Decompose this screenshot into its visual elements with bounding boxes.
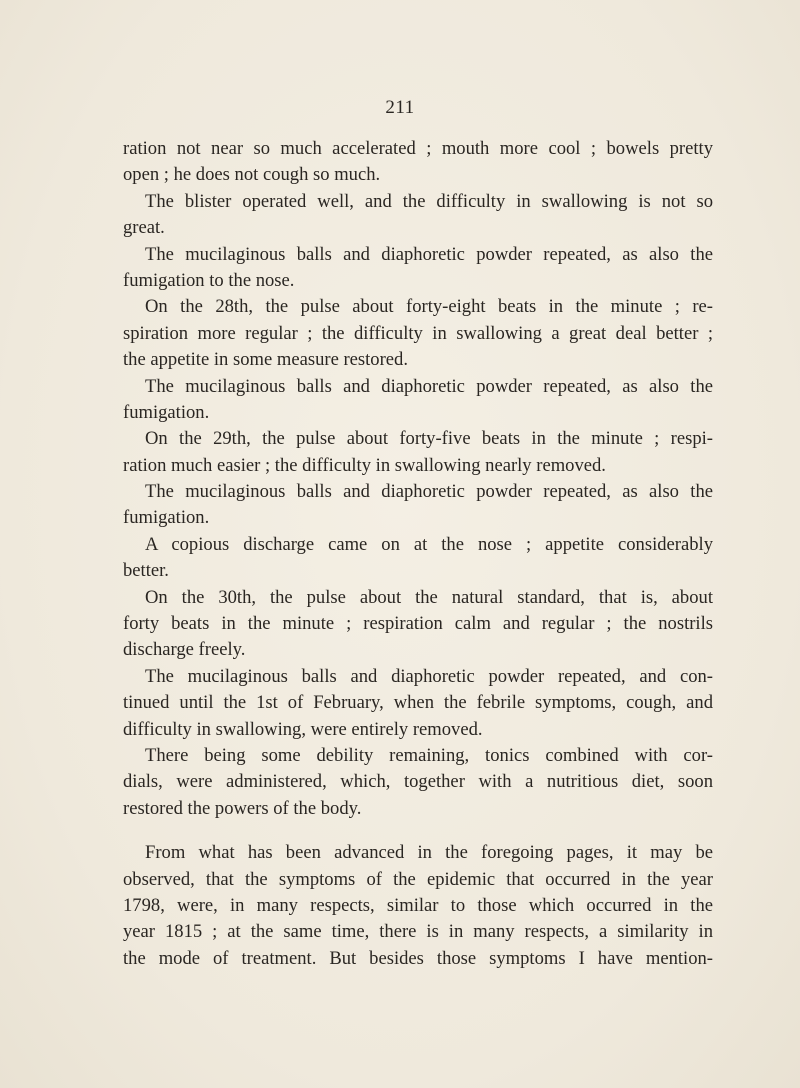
text-line: ration not near so much accelerated ; mouth more cool ; bowels pretty <box>123 138 713 159</box>
text-line: On the 29th, the pulse about forty-five beats in the minute ; respi- <box>145 428 713 450</box>
text-line: difficulty in swallowing, were entirely removed. <box>123 718 483 740</box>
text-line: The mucilaginous balls and diaphoretic powder repeated, and con- <box>145 665 713 687</box>
text-line: The mucilaginous balls and diaphoretic powder repeated, as also the <box>145 375 713 397</box>
text-line: spiration more regular ; the difficulty in swallowing a great deal better ; <box>123 322 713 344</box>
text-line: discharge freely. <box>123 639 246 661</box>
text-line: A copious discharge came on at the nose ; appetite considerably <box>145 533 713 555</box>
text-line: tinued until the 1st of February, when the febrile symptoms, cough, and <box>123 692 713 714</box>
text-line: fumigation. <box>123 401 210 423</box>
text-line: restored the powers of the body. <box>123 797 362 819</box>
text-line: ration much easier ; the difficulty in swallowing nearly removed. <box>123 454 606 476</box>
body-text <box>123 136 713 972</box>
text-line: 1798, were, in many respects, similar to those which occurred in the <box>123 894 713 916</box>
page-number: 211 <box>385 97 415 118</box>
text-line: the mode of treatment. But besides those symptoms I have mention- <box>123 947 713 969</box>
text-line: On the 28th, the pulse about forty-eight beats in the minute ; re- <box>145 296 713 318</box>
text-line: observed, that the symptoms of the epidemic that occurred in the year <box>123 868 713 890</box>
text-line: forty beats in the minute ; respiration calm and regular ; the nostrils <box>123 613 713 635</box>
text-line: open ; he does not cough so much. <box>123 164 381 186</box>
text-line: the appetite in some measure restored. <box>123 349 408 371</box>
text-line: fumigation. <box>123 507 210 529</box>
text-line: dials, were administered, which, together with a nutritious diet, soon <box>123 771 713 793</box>
text-line: great. <box>123 217 165 239</box>
text-line: fumigation to the nose. <box>123 269 295 291</box>
paragraph-gap <box>123 822 713 840</box>
text-line: The blister operated well, and the difficulty in swallowing is not so <box>145 190 713 212</box>
text-line: better. <box>123 560 169 582</box>
text-line: From what has been advanced in the foregoing pages, it may be <box>145 842 713 864</box>
text-line: The mucilaginous balls and diaphoretic powder repeated, as also the <box>145 243 713 265</box>
text-line: On the 30th, the pulse about the natural standard, that is, about <box>145 586 713 608</box>
text-line: There being some debility remaining, tonics combined with cor- <box>145 744 713 766</box>
text-line: The mucilaginous balls and diaphoretic powder repeated, as also the <box>145 481 713 503</box>
text-line: year 1815 ; at the same time, there is in many respects, a similarity in <box>123 921 713 943</box>
